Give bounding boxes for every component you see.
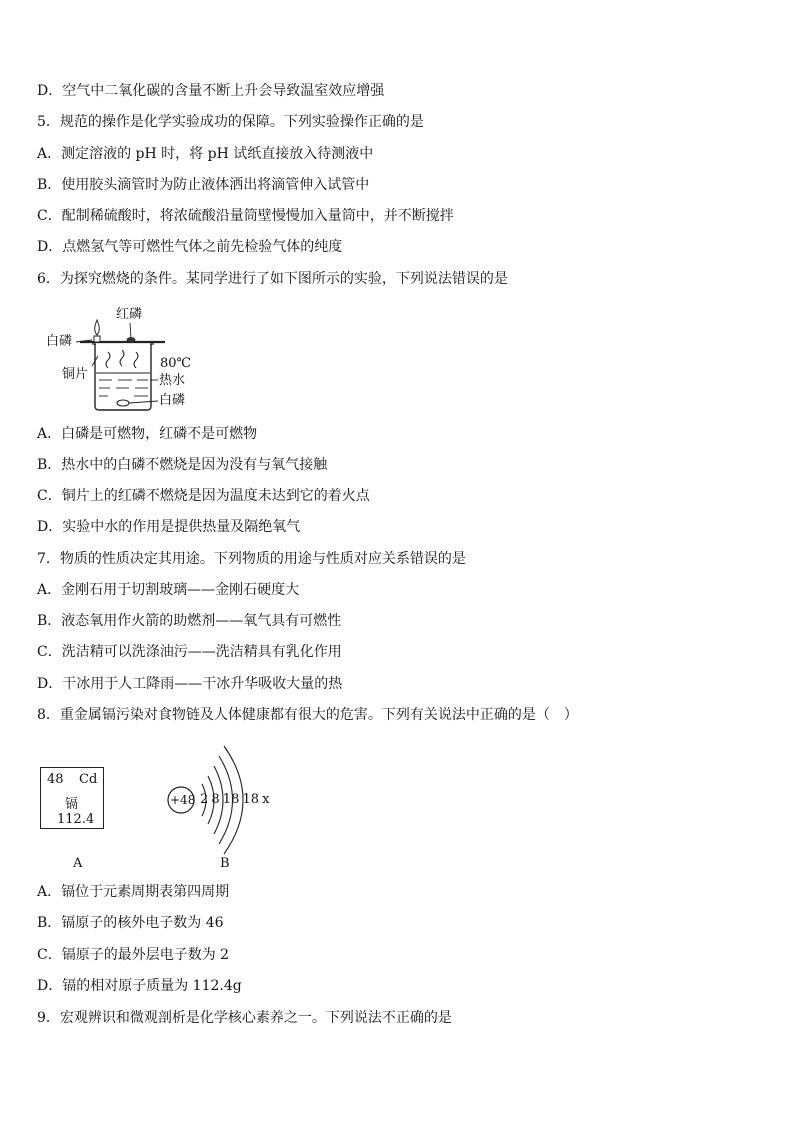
- question-7-option-a: A．金刚石用于切割玻璃——金刚石硬度大: [37, 582, 300, 598]
- shell-electrons: 2 8 18 18 x: [200, 792, 270, 807]
- question-6-option-d: D．实验中水的作用是提供热量及隔绝氧气: [37, 519, 301, 535]
- question-9-stem: 9．宏观辨识和微观剖析是化学核心素养之一。下列说法不正确的是: [37, 1010, 452, 1026]
- hot-water-label: 热水: [159, 373, 186, 388]
- question-7-option-c: C．洗洁精可以洗涤油污——洗洁精具有乳化作用: [37, 644, 342, 660]
- question-5-option-c: C．配制稀硫酸时，将浓硫酸沿量筒壁慢慢加入量筒中，并不断搅拌: [37, 208, 454, 224]
- question-7-option-d: D．干冰用于人工降雨——干冰升华吸收大量的热: [37, 676, 343, 692]
- atomic-mass: 112.4: [57, 812, 95, 827]
- question-6-option-b: B．热水中的白磷不燃烧是因为没有与氧气接触: [37, 457, 328, 473]
- element-symbol: Cd: [79, 772, 98, 787]
- atomic-number: 48: [47, 772, 64, 787]
- white-phosphorus-top-label: 白磷: [46, 334, 73, 349]
- element-name: 镉: [65, 797, 79, 812]
- copper-sheet-label: 铜片: [62, 367, 89, 382]
- question-6-option-a: A．白磷是可燃物，红磷不是可燃物: [37, 426, 258, 442]
- question-5-stem: 5．规范的操作是化学实验成功的保障。下列实验操作正确的是: [37, 114, 424, 130]
- temperature-label: 80℃: [160, 356, 192, 371]
- question-8-option-c: C．镉原子的最外层电子数为 2: [37, 947, 230, 963]
- white-phosphorus-bottom-label: 白磷: [159, 393, 186, 408]
- question-6-stem: 6．为探究燃烧的条件。某同学进行了如下图所示的实验，下列说法错误的是: [37, 271, 508, 287]
- nucleus-charge: +48: [170, 793, 196, 807]
- red-phosphorus-label: 红磷: [116, 307, 143, 322]
- question-5-option-d: D．点燃氢气等可燃性气体之前先检验气体的纯度: [37, 239, 343, 255]
- question-8-option-d: D．镉的相对原子质量为 112.4g: [37, 978, 242, 994]
- question-7-option-b: B．液态氧用作火箭的助燃剂——氧气具有可燃性: [37, 613, 342, 629]
- question-4-option-d: D．空气中二氧化碳的含量不断上升会导致温室效应增强: [37, 83, 385, 99]
- question-7-stem: 7．物质的性质决定其用途。下列物质的用途与性质对应关系错误的是: [37, 551, 466, 567]
- figure-label-b: B: [220, 856, 230, 871]
- question-6-option-c: C．铜片上的红磷不燃烧是因为温度未达到它的着火点: [37, 488, 370, 504]
- question-5-option-b: B．使用胶头滴管时为防止液体洒出将滴管伸入试管中: [37, 177, 370, 193]
- question-8-stem: 8．重金属镉污染对食物链及人体健康都有很大的危害。下列有关说法中正确的是（ ）: [37, 707, 578, 723]
- figure-label-a: A: [73, 856, 83, 871]
- question-8-option-b: B．镉原子的核外电子数为 46: [37, 915, 224, 931]
- question-8-option-a: A．镉位于元素周期表第四周期: [37, 884, 230, 900]
- question-5-option-a: A．测定溶液的 pH 时，将 pH 试纸直接放入待测液中: [37, 146, 374, 162]
